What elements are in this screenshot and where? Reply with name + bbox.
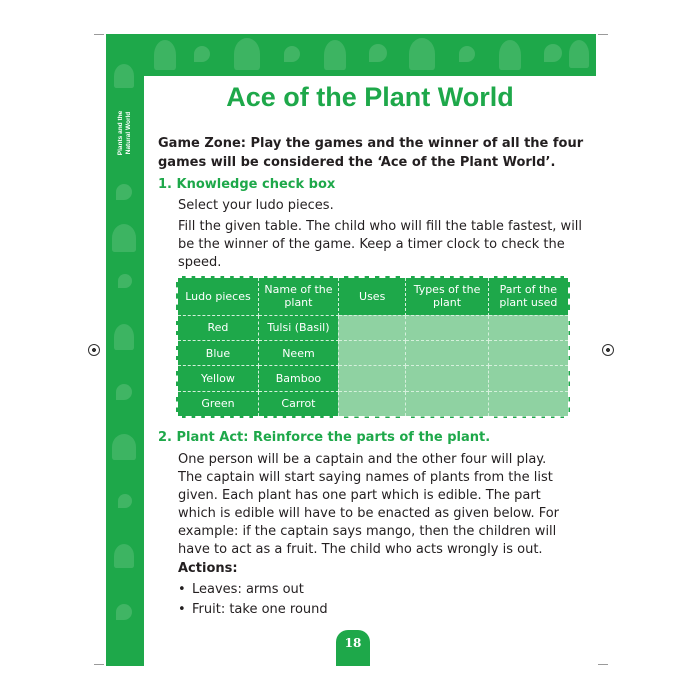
actions-label: Actions: (178, 561, 238, 576)
tree-silhouette-icon (569, 40, 589, 68)
leaf-silhouette-icon (118, 494, 132, 508)
leaf-silhouette-icon (116, 604, 132, 620)
leaf-silhouette-icon (459, 46, 475, 62)
registration-mark-icon (88, 344, 100, 356)
sidebar-section-label (114, 102, 136, 164)
table-cell-piece: Blue (177, 340, 258, 365)
intro-line-2: games will be considered the ‘Ace of the Plant World’. (158, 155, 556, 170)
table-row (177, 315, 569, 340)
action-item: Fruit: take one round (192, 602, 328, 617)
section1-body-line-2: be the winner of the game. Keep a timer clock to check the (178, 237, 565, 252)
tree-silhouette-icon (324, 40, 346, 70)
leaf-silhouette-icon (369, 44, 387, 62)
table-blank-cell (406, 391, 488, 417)
tree-silhouette-icon (499, 40, 521, 70)
table-cell-plant: Neem (258, 340, 338, 365)
crop-mark (94, 664, 104, 665)
ludo-table (176, 276, 570, 418)
tree-silhouette-icon (114, 64, 134, 88)
table-blank-cell (406, 315, 488, 340)
table-blank-cell (488, 391, 569, 417)
tree-silhouette-icon (114, 544, 134, 568)
section2-line-3: given. Each plant has one part which is edible. The part (178, 488, 541, 503)
table-cell-plant: Tulsi (Basil) (258, 315, 338, 340)
tree-silhouette-icon (234, 38, 260, 70)
section2-line-2: The captain will start saying names of plants from the list (178, 470, 553, 485)
crop-mark (94, 34, 104, 35)
table-header-row (177, 277, 569, 315)
table-row (177, 340, 569, 365)
table-blank-cell (406, 340, 488, 365)
table-row (177, 366, 569, 391)
table-cell-plant: Bamboo (258, 366, 338, 391)
section1-body-line-1: Fill the given table. The child who will fill the table fastest, will (178, 219, 583, 234)
table-row (177, 391, 569, 417)
section1-heading: 1. Knowledge check box (158, 177, 336, 192)
section1-body-line-3: speed. (178, 255, 222, 270)
table-cell-piece: Green (177, 391, 258, 417)
tree-silhouette-icon (112, 434, 136, 460)
table-header-cell: Part of the plant used (488, 277, 569, 315)
page-title: Ace of the Plant World (226, 82, 514, 112)
intro-line-1: Game Zone: Play the games and the winner of all the four (158, 136, 584, 151)
crop-mark (598, 664, 608, 665)
leaf-silhouette-icon (116, 384, 132, 400)
section2-line-5: example: if the captain says mango, then the children will (178, 524, 557, 539)
table-blank-cell (406, 366, 488, 391)
table-blank-cell (488, 366, 569, 391)
bullet-icon: • (178, 582, 186, 597)
table-blank-cell (338, 391, 405, 417)
section1-select-text: Select your ludo pieces. (178, 198, 334, 213)
leaf-silhouette-icon (544, 44, 562, 62)
crop-mark (598, 34, 608, 35)
tree-silhouette-icon (409, 38, 435, 70)
table-blank-cell (338, 340, 405, 365)
top-band (144, 34, 596, 76)
sidebar-label-line2: Natural World (125, 111, 132, 155)
table-cell-plant: Carrot (258, 391, 338, 417)
table-blank-cell (488, 315, 569, 340)
sidebar-label-line1: Plants and the (117, 110, 124, 156)
tree-silhouette-icon (154, 40, 176, 70)
leaf-silhouette-icon (194, 46, 210, 62)
section2-line-6: have to act as a fruit. The child who acts wrongly is out. (178, 542, 543, 557)
table-cell-piece: Red (177, 315, 258, 340)
table-blank-cell (338, 315, 405, 340)
page-number: 18 (344, 636, 362, 650)
leaf-silhouette-icon (116, 184, 132, 200)
table-blank-cell (338, 366, 405, 391)
leaf-silhouette-icon (118, 274, 132, 288)
bullet-icon: • (178, 602, 186, 617)
table-cell-piece: Yellow (177, 366, 258, 391)
table-header-cell: Name of the plant (258, 277, 338, 315)
section2-line-4: which is edible will have to be enacted as given below. For (178, 506, 560, 521)
section2-line-1: One person will be a captain and the other four will play. (178, 452, 547, 467)
registration-mark-icon (602, 344, 614, 356)
tree-silhouette-icon (112, 224, 136, 252)
table-header-cell: Ludo pieces (177, 277, 258, 315)
section2-heading: 2. Plant Act: Reinforce the parts of the plant. (158, 430, 491, 445)
table-header-cell: Uses (338, 277, 405, 315)
tree-silhouette-icon (114, 324, 134, 350)
action-item: Leaves: arms out (192, 582, 304, 597)
table-blank-cell (488, 340, 569, 365)
table-header-cell: Types of the plant (406, 277, 488, 315)
page-number-tab (336, 630, 370, 666)
leaf-silhouette-icon (284, 46, 300, 62)
